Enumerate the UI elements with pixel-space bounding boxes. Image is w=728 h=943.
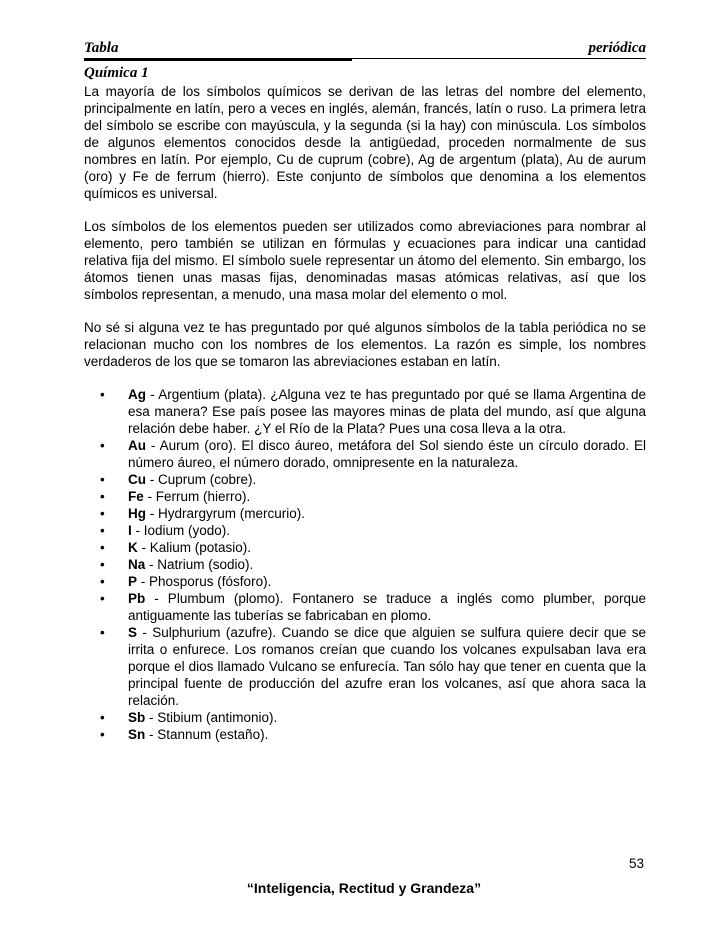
element-symbol: Cu (128, 472, 146, 487)
bullet-icon: • (100, 727, 105, 742)
bullet-icon: • (100, 387, 105, 402)
element-symbol: I (128, 523, 132, 538)
page-number: 53 (628, 856, 644, 871)
element-symbol: Sn (128, 727, 146, 742)
element-symbol: Fe (128, 489, 144, 504)
paragraph: La mayoría de los símbolos químicos se derivan de las letras del nombre del elemento, principalmente en latín, pero a veces en inglés, alemán, francés, latín o ruso. La primera letra del símbolo se escribe con mayúscula, y la segunda (si la hay) con minúscula. Los símbolos de algunos elementos conocidos desde la antigüedad, proceden normalmente de sus nombres en latín. Por ejemplo, Cu de cuprum (cobre), Ag de argentum (plata), Au de aurum (oro) y Fe de ferrum (hierro). Este conjunto de símbolos que denomina a los elementos químicos es universal. (84, 84, 646, 201)
paragraph: Los símbolos de los elementos pueden ser utilizados como abreviaciones para nombrar al elemento, pero también se utilizan en fórmulas y ecuaciones para indicar una cantidad relativa fija del mismo. El símbolo suele representar un átomo del elemento. Sin embargo, los átomos tienen unas masas fijas, denominadas masas atómicas relativas, así que los símbolos representan, a menudo, una masa molar del elemento o mol. (84, 219, 646, 302)
bullet-icon: • (100, 438, 105, 453)
list-item (84, 522, 646, 539)
symbols-list (84, 386, 646, 743)
element-symbol: Au (128, 438, 146, 453)
bullet-icon: • (100, 574, 105, 589)
element-symbol: S (128, 625, 138, 640)
element-description: - Cuprum (cobre). (146, 472, 257, 487)
element-symbol: P (128, 574, 138, 589)
element-symbol: Hg (128, 506, 146, 521)
document-body (84, 83, 646, 743)
element-symbol: Na (128, 557, 146, 572)
element-symbol: K (128, 540, 138, 555)
list-item (84, 386, 646, 437)
page-header (84, 38, 646, 59)
bullet-icon: • (100, 506, 105, 521)
element-symbol: Ag (128, 387, 146, 402)
element-description: - Kalium (potasio). (137, 540, 252, 555)
element-description: - Hydrargyrum (mercurio). (146, 506, 306, 521)
header-underline (84, 59, 352, 61)
element-description: - Ferrum (hierro). (143, 489, 251, 504)
bullet-icon: • (100, 591, 105, 606)
list-item (84, 590, 646, 624)
list-item (84, 624, 646, 709)
element-description: - Stibium (antimonio). (145, 710, 278, 725)
element-description: - Sulphurium (azufre). Cuando se dice que alguien se sulfura quiere decir que se irrita o enfurece. Los romanos creían que cuando los volcanes expulsaban lava era porque el dios llamado Vulcano se enfurecía. Tan sólo hay que tener en cuenta que la principal fuente de producción del azufre eran los volcanes, así que ahora saca la relación. (128, 625, 646, 708)
list-item (84, 709, 646, 726)
bullet-icon: • (100, 540, 105, 555)
list-item (84, 437, 646, 471)
list-item (84, 471, 646, 488)
list-item (84, 556, 646, 573)
bullet-icon: • (100, 489, 105, 504)
header-title-right: periódica (588, 40, 646, 56)
paragraph: No sé si alguna vez te has preguntado por qué algunos símbolos de la tabla periódica no se relacionan mucho con los nombres de los elementos. La razón es simple, los nombres verdaderos de los que se tomaron las abreviaciones estaban en latín. (84, 320, 646, 369)
bullet-icon: • (100, 523, 105, 538)
section-subtitle: Química 1 (84, 65, 149, 81)
list-item (84, 573, 646, 590)
element-description: - Iodium (yodo). (131, 523, 231, 538)
bullet-icon: • (100, 557, 105, 572)
bullet-icon: • (100, 472, 105, 487)
page-footer-motto: “Inteligencia, Rectitud y Grandeza” (246, 880, 482, 896)
list-item (84, 505, 646, 522)
element-description: - Plumbum (plomo). Fontanero se traduce a inglés como plumber, porque antiguamente las tuberías se fabricaban en plomo. (128, 591, 646, 623)
list-item (84, 539, 646, 556)
bullet-icon: • (100, 625, 105, 640)
list-item (84, 726, 646, 743)
element-description: - Stannum (estaño). (145, 727, 269, 742)
element-symbol: Pb (128, 591, 146, 606)
element-description: - Phosporus (fósforo). (137, 574, 272, 589)
list-item (84, 488, 646, 505)
header-title-left: Tabla (84, 40, 119, 56)
element-description: - Argentium (plata). ¿Alguna vez te has preguntado por qué se llama Argentina de esa manera? Ese país posee las mayores minas de plata del mundo, así que alguna relación debe haber. ¿Y el Río de la Plata? Pues una cosa lleva a la otra. (128, 387, 646, 436)
element-description: - Natrium (sodio). (145, 557, 254, 572)
bullet-icon: • (100, 710, 105, 725)
element-symbol: Sb (128, 710, 146, 725)
element-description: - Aurum (oro). El disco áureo, metáfora del Sol siendo éste un círculo dorado. El número áureo, el número dorado, omnipresente en la naturaleza. (128, 438, 646, 470)
